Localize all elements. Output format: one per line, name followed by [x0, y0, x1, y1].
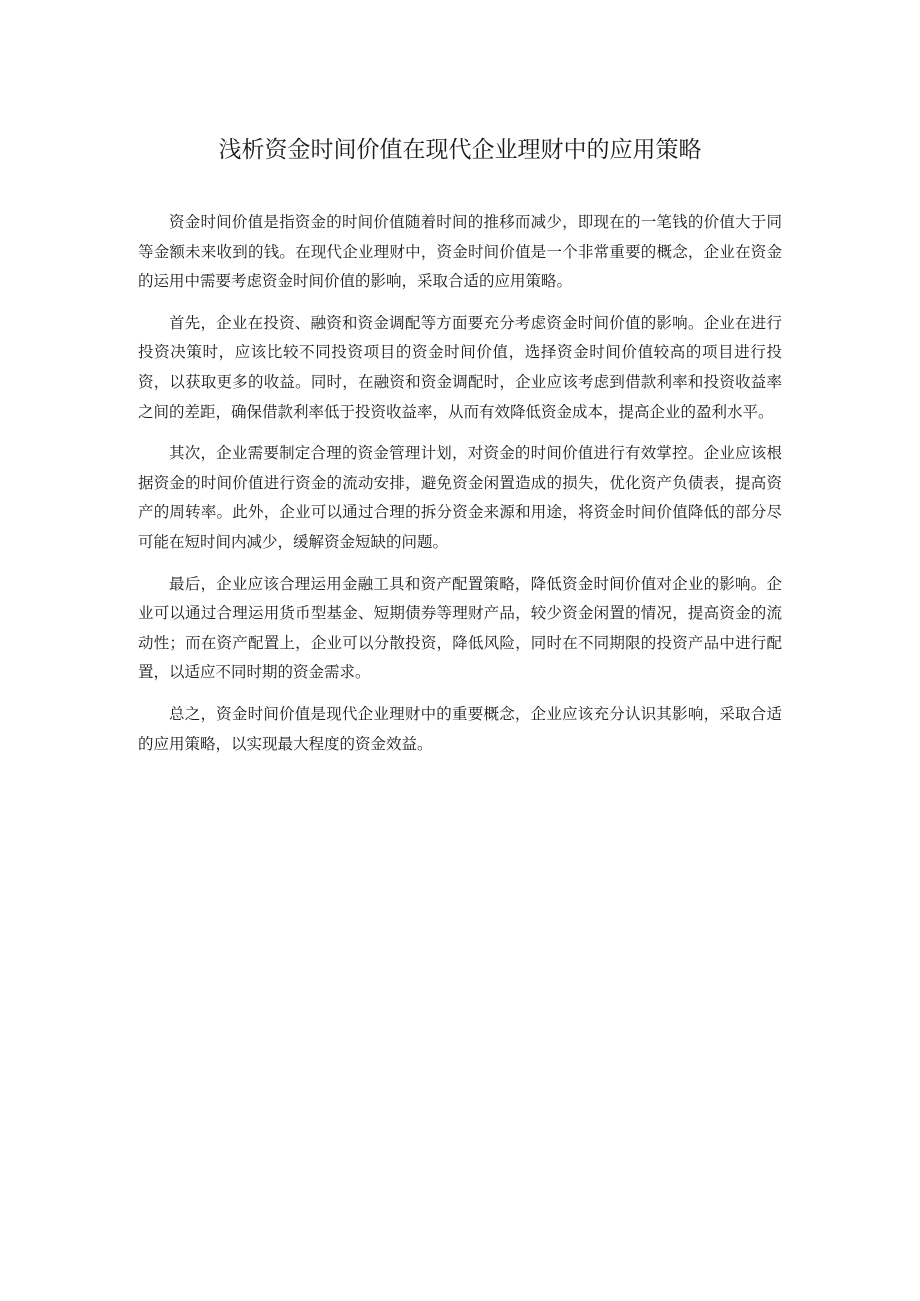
paragraph-intro: 资金时间价值是指资金的时间价值随着时间的推移而减少，即现在的一笔钱的价值大于同等金额未来收到的钱。在现代企业理财中，资金时间价值是一个非常重要的概念，企业在资金的运用中需要考虑资金时间价值的影响，采取合适的应用策略。: [138, 213, 782, 291]
paragraph-second: 其次，企业需要制定合理的资金管理计划，对资金的时间价值进行有效掌控。企业应该根据资金的时间价值进行资金的流动安排，避免资金闲置造成的损失，优化资产负债表，提高资产的周转率。此外，企业可以通过合理的拆分资金来源和用途，将资金时间价值降低的部分尽可能在短时间内减少，缓解资金短缺的问题。: [138, 444, 782, 551]
paragraph-first: 首先，企业在投资、融资和资金调配等方面要充分考虑资金时间价值的影响。企业在进行投资决策时，应该比较不同投资项目的资金时间价值，选择资金时间价值较高的项目进行投资，以获取更多的收益。同时，在融资和资金调配时，企业应该考虑到借款利率和投资收益率之间的差距，确保借款利率低于投资收益率，从而有效降低资金成本，提高企业的盈利水平。: [138, 313, 782, 421]
paragraph-last: 最后，企业应该合理运用金融工具和资产配置策略，降低资金时间价值对企业的影响。企业可以通过合理运用货币型基金、短期债券等理财产品，较少资金闲置的情况，提高资金的流动性；而在资产配置上，企业可以分散投资，降低风险，同时在不同期限的投资产品中进行配置，以适应不同时期的资金需求。: [138, 574, 782, 682]
document-title: 浅析资金时间价值在现代企业理财中的应用策略: [218, 137, 702, 163]
document-body: [138, 208, 782, 771]
paragraph-conclusion: 总之，资金时间价值是现代企业理财中的重要概念，企业应该充分认识其影响，采取合适的应用策略，以实现最大程度的资金效益。: [138, 704, 782, 753]
